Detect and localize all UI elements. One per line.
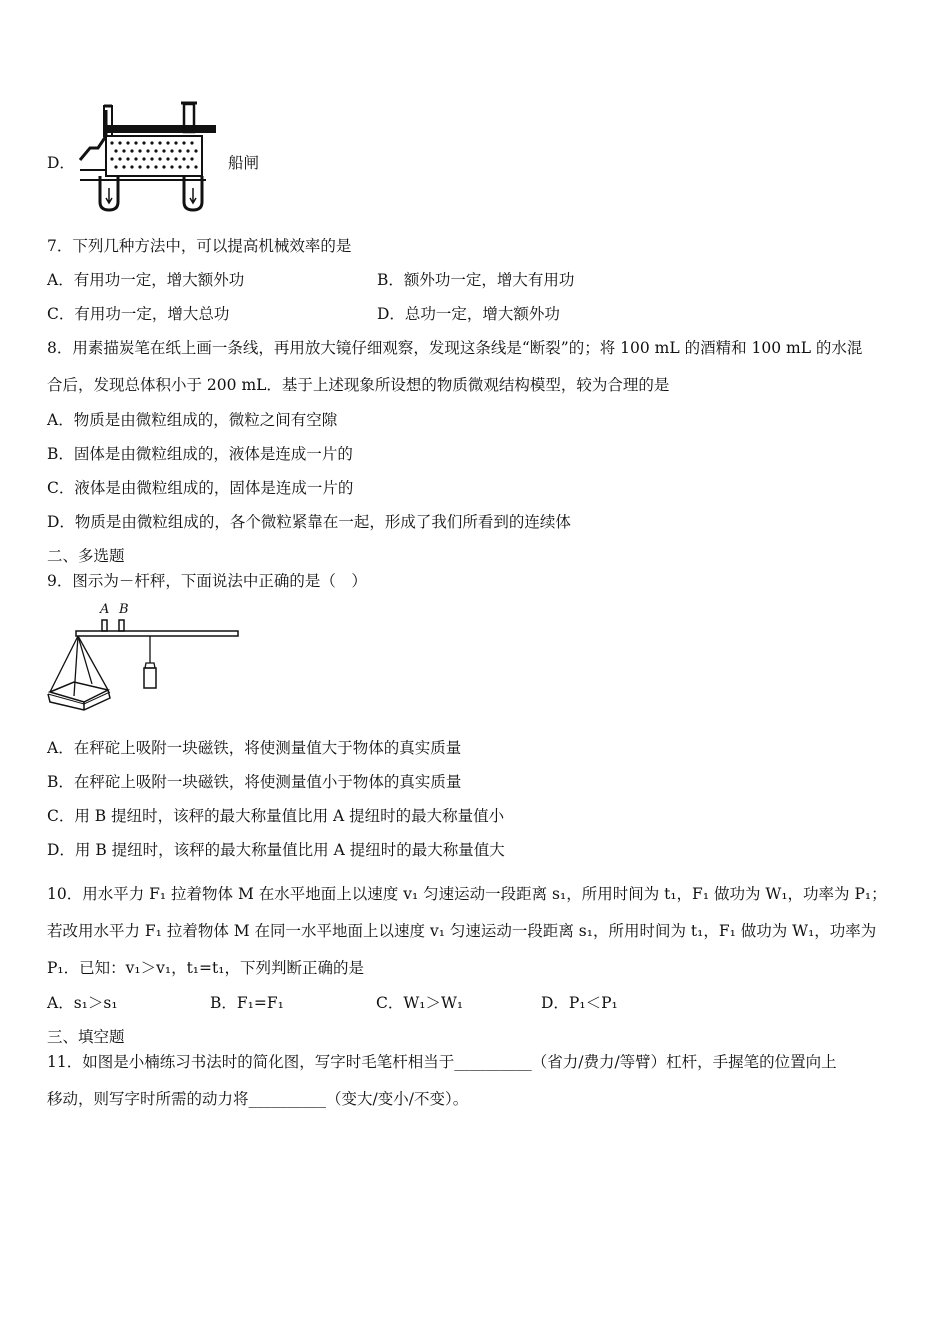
- q8-stem-line2: 合后，发现总体积小于 200 mL．基于上述现象所设想的物质微观结构模型，较为合理的是: [47, 376, 670, 394]
- q7-option-a: A．有用功一定，增大额外功: [47, 271, 245, 289]
- q9-option-a: A．在秤砣上吸附一块磁铁，将使测量值大于物体的真实质量: [47, 739, 462, 757]
- q10-option-d: D．P₁＜P₁: [541, 994, 618, 1012]
- q8-option-a: A．物质是由微粒组成的，微粒之间有空隙: [47, 411, 338, 429]
- q9-stem: 9．图示为－杆秤，下面说法中正确的是（ ）: [47, 572, 367, 590]
- q8-option-d: D．物质是由微粒组成的，各个微粒紧靠在一起，形成了我们所看到的连续体: [47, 513, 571, 531]
- q10-option-b: B．F₁=F₁: [210, 994, 284, 1012]
- q10-stem-line2: 若改用水平力 F₁ 拉着物体 M 在同一水平地面上以速度 v₁ 匀速运动一段距离 s₁，所用时间为 t₁，F₁ 做功为 W₁，功率为: [47, 922, 877, 940]
- q8-stem-line1: 8．用素描炭笔在纸上画一条线，再用放大镜仔细观察，发现这条线是“断裂”的；将 100 mL 的酒精和 100 mL 的水混: [47, 339, 863, 357]
- q10-option-a: A．s₁＞s₁: [47, 994, 118, 1012]
- q7-option-b: B．额外功一定，增大有用功: [377, 271, 575, 289]
- q10-option-c: C．W₁＞W₁: [376, 994, 464, 1012]
- q7-option-c: C．有用功一定，增大总功: [47, 305, 230, 323]
- q11-stem-line1: 11．如图是小楠练习书法时的简化图，写字时毛笔杆相当于__________（省力/费力/等臂）杠杆，手握笔的位置向上: [47, 1053, 837, 1071]
- section-heading-multiple-choice: 二、多选题: [47, 547, 125, 565]
- q11-stem-line2: 移动，则写字时所需的动力将__________（变大/变小/不变）。: [47, 1090, 469, 1108]
- q10-stem-line3: P₁．已知：v₁＞v₁，t₁=t₁，下列判断正确的是: [47, 959, 364, 977]
- ship-lock-figure: [76, 98, 226, 216]
- q7-option-d: D．总功一定，增大额外功: [377, 305, 560, 323]
- steelyard-label-a: A: [100, 602, 110, 617]
- q8-option-c: C．液体是由微粒组成的，固体是连成一片的: [47, 479, 354, 497]
- q10-stem-line1: 10．用水平力 F₁ 拉着物体 M 在水平地面上以速度 v₁ 匀速运动一段距离 s₁，所用时间为 t₁，F₁ 做功为 W₁，功率为 P₁；: [47, 885, 887, 903]
- q9-option-b: B．在秤砣上吸附一块磁铁，将使测量值小于物体的真实质量: [47, 773, 462, 791]
- q9-option-d: D．用 B 提纽时，该秤的最大称量值比用 A 提纽时的最大称量值大: [47, 841, 505, 859]
- q8-option-b: B．固体是由微粒组成的，液体是连成一片的: [47, 445, 353, 463]
- q7-stem: 7．下列几种方法中，可以提高机械效率的是: [47, 237, 352, 255]
- section-heading-fill-in: 三、填空题: [47, 1028, 125, 1046]
- q6-option-d-caption: 船闸: [228, 154, 260, 172]
- steelyard-label-b: B: [119, 602, 129, 617]
- q9-option-c: C．用 B 提纽时，该秤的最大称量值比用 A 提纽时的最大称量值小: [47, 807, 505, 825]
- steelyard-figure: [44, 598, 244, 716]
- q6-option-d-letter: D．: [47, 154, 75, 172]
